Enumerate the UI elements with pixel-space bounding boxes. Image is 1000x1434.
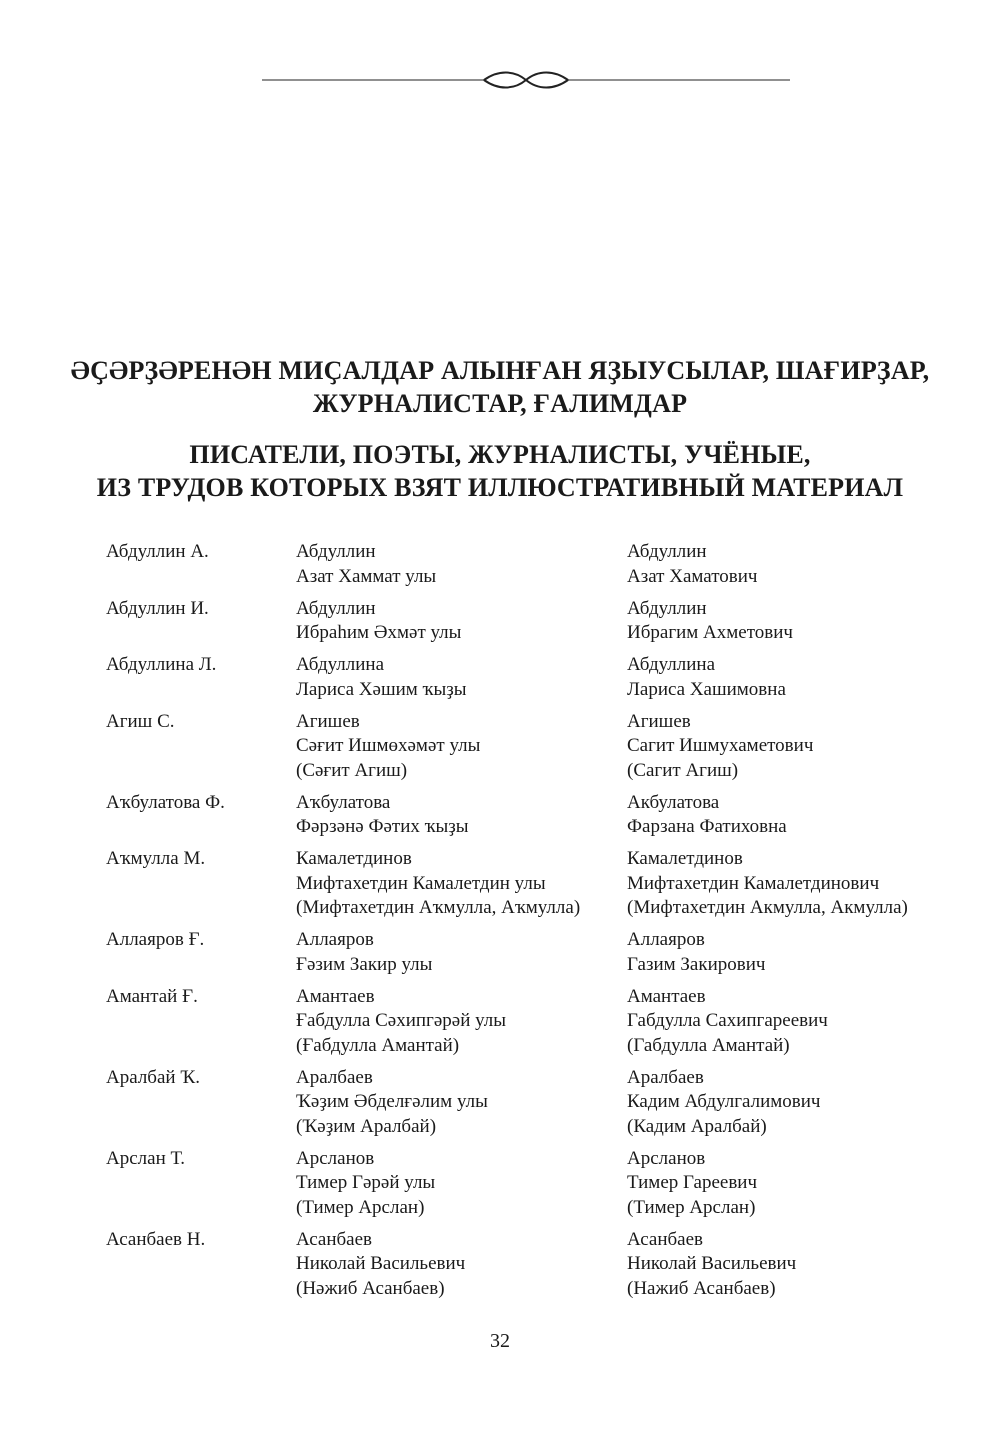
name-line: Кадим Абдулгалимович: [627, 1091, 821, 1112]
name-line: Ғабдулла Сәхипгәрәй улы: [296, 1010, 507, 1031]
author-short-name: Арслан Т.: [106, 1147, 185, 1169]
author-russian-full-name: [627, 928, 765, 977]
name-line: Аллаяров: [296, 929, 374, 950]
decorative-divider: [262, 66, 790, 94]
author-bashkir-full-name: [296, 1228, 626, 1302]
name-line: Азат Хаммат улы: [296, 565, 437, 587]
name-line: (Нажиб Асанбаев): [627, 1277, 776, 1299]
name-line: Сәғит Ишмөхәмәт улы: [296, 735, 481, 756]
name-line: Фәрзәнә Фәтих ҡыҙы: [296, 816, 469, 837]
author-bashkir-full-name: [296, 540, 626, 589]
name-line: (Нәжиб Асанбаев): [296, 1277, 445, 1299]
name-line: Абдуллин: [296, 541, 376, 562]
author-russian-full-name: [627, 847, 908, 921]
author-entry: [0, 985, 1000, 1059]
page-number: 32: [490, 1330, 510, 1352]
author-short-name: Аралбай Ҡ.: [106, 1066, 200, 1088]
author-short-name: Агиш С.: [106, 710, 175, 732]
name-line: Амантаев: [296, 985, 375, 1007]
name-line: Камалетдинов: [627, 848, 743, 869]
name-line: (Ҡәҙим Аралбай): [296, 1115, 437, 1137]
name-line: Ибраһим Әхмәт улы: [296, 622, 462, 643]
name-line: Агишев: [296, 710, 360, 732]
author-russian-full-name: [627, 597, 793, 646]
name-line: Аллаяров: [627, 929, 705, 950]
author-short-name: Амантай Ғ.: [106, 985, 198, 1007]
author-short-name: Абдуллина Л.: [106, 654, 217, 675]
name-line: (Кадим Аралбай): [627, 1115, 767, 1137]
name-line: Николай Васильевич: [296, 1253, 466, 1274]
author-bashkir-full-name: [296, 985, 626, 1059]
name-line: Агишев: [627, 710, 691, 732]
author-short-name: Абдуллин И.: [106, 597, 209, 619]
name-line: Арсланов: [296, 1147, 375, 1169]
heading-line: ПИСАТЕЛИ, ПОЭТЫ, ЖУРНАЛИСТЫ, УЧЁНЫЕ,: [189, 440, 811, 469]
author-russian-full-name: [627, 540, 757, 589]
author-russian-full-name: [627, 1066, 821, 1140]
author-entry: [0, 540, 1000, 589]
author-entry: [0, 791, 1000, 840]
author-list: [0, 540, 1000, 1309]
name-line: Сагит Ишмухаметович: [627, 735, 814, 756]
name-line: Асанбаев: [627, 1228, 704, 1250]
author-short-name: Абдуллин А.: [106, 541, 209, 562]
author-russian-full-name: [627, 710, 813, 784]
name-line: Абдуллин: [296, 597, 376, 619]
author-entry: [0, 710, 1000, 784]
name-line: Азат Хаматович: [627, 565, 758, 587]
author-short-name: Асанбаев Н.: [106, 1228, 206, 1250]
name-line: Акбулатова: [627, 791, 720, 813]
author-entry: [0, 928, 1000, 977]
author-russian-full-name: [627, 985, 828, 1059]
bashkir-heading: [40, 354, 960, 420]
name-line: (Тимер Арслан): [296, 1196, 425, 1218]
name-line: Аралбаев: [296, 1066, 373, 1088]
author-bashkir-full-name: [296, 847, 626, 921]
name-line: Камалетдинов: [296, 848, 412, 869]
author-russian-full-name: [627, 653, 786, 702]
author-russian-full-name: [627, 1228, 796, 1302]
heading-line: ИЗ ТРУДОВ КОТОРЫХ ВЗЯТ ИЛЛЮСТРАТИВНЫЙ МАТЕРИАЛ: [96, 473, 904, 502]
author-entry: [0, 653, 1000, 702]
heading-line: ӘҪӘРҘӘРЕНӘН МИҪАЛДАР АЛЫНҒАН ЯҘЫУСЫЛАР, ШАҒИРҘАР,: [70, 356, 930, 385]
author-entry: [0, 597, 1000, 646]
author-bashkir-full-name: [296, 653, 626, 702]
author-bashkir-full-name: [296, 710, 626, 784]
author-bashkir-full-name: [296, 1066, 626, 1140]
name-line: Арсланов: [627, 1147, 706, 1169]
name-line: (Сәғит Агиш): [296, 759, 408, 781]
heading-line: ЖУРНАЛИСТАР, ҒАЛИМДАР: [312, 389, 688, 418]
name-line: Габдулла Сахипгареевич: [627, 1010, 828, 1031]
author-bashkir-full-name: [296, 928, 626, 977]
name-line: (Мифтахетдин Аҡмулла, Аҡмулла): [296, 897, 581, 918]
author-short-name: Аҡмулла М.: [106, 848, 206, 869]
name-line: (Мифтахетдин Акмулла, Акмулла): [627, 897, 908, 918]
name-line: Газим Закирович: [627, 953, 766, 975]
name-line: Абдуллин: [627, 597, 707, 619]
author-entry: [0, 1147, 1000, 1221]
name-line: (Тимер Арслан): [627, 1196, 756, 1218]
name-line: (Сагит Агиш): [627, 759, 739, 781]
name-line: Фарзана Фатиховна: [627, 816, 787, 837]
author-entry: [0, 847, 1000, 921]
author-entry: [0, 1228, 1000, 1302]
name-line: Николай Васильевич: [627, 1253, 797, 1274]
author-bashkir-full-name: [296, 1147, 626, 1221]
name-line: Абдуллина: [296, 654, 385, 675]
name-line: Асанбаев: [296, 1228, 373, 1250]
name-line: Ҡәҙим Әбделғәлим улы: [296, 1091, 488, 1112]
name-line: Мифтахетдин Камалетдин улы: [296, 872, 546, 894]
russian-heading: [40, 438, 960, 504]
name-line: Мифтахетдин Камалетдинович: [627, 872, 880, 894]
name-line: Амантаев: [627, 985, 706, 1007]
author-short-name: Аҡбулатова Ф.: [106, 791, 225, 813]
author-bashkir-full-name: [296, 791, 626, 840]
name-line: (Габдулла Амантай): [627, 1034, 790, 1056]
name-line: Абдуллин: [627, 541, 707, 562]
name-line: Лариса Хәшим ҡыҙы: [296, 678, 467, 700]
name-line: Ғәзим Закир улы: [296, 953, 433, 975]
author-bashkir-full-name: [296, 597, 626, 646]
author-entry: [0, 1066, 1000, 1140]
name-line: Тимер Гареевич: [627, 1172, 758, 1193]
name-line: Ибрагим Ахметович: [627, 622, 793, 643]
name-line: Аралбаев: [627, 1066, 704, 1088]
name-line: Лариса Хашимовна: [627, 678, 786, 700]
author-russian-full-name: [627, 791, 787, 840]
name-line: Абдуллина: [627, 654, 716, 675]
name-line: Аҡбулатова: [296, 791, 391, 813]
author-short-name: Аллаяров Ғ.: [106, 929, 205, 950]
name-line: Тимер Гәрәй улы: [296, 1172, 436, 1193]
author-russian-full-name: [627, 1147, 757, 1221]
name-line: (Ғабдулла Амантай): [296, 1034, 460, 1056]
